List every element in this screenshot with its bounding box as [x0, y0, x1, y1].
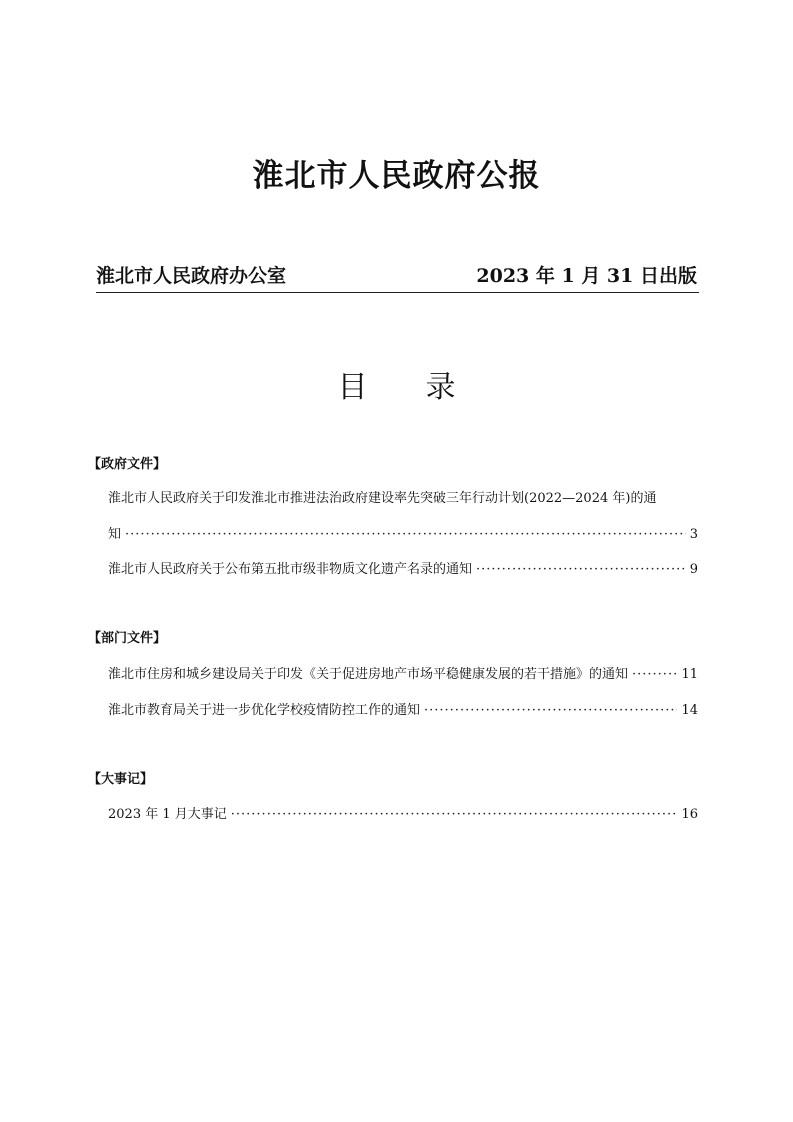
toc-entry-title[interactable]: 淮北市人民政府关于印发淮北市推进法治政府建设率先突破三年行动计划(2022—2024 年)的通: [108, 491, 657, 506]
masthead: [96, 262, 697, 286]
toc-entry[interactable]: [108, 526, 698, 544]
publish-date: 2023 年 1 月 31 日出版: [476, 264, 697, 287]
publisher: 淮北市人民政府办公室: [96, 264, 287, 287]
leader-dots: [424, 702, 677, 720]
section-label-department-documents: 【部门文件】: [88, 631, 167, 646]
toc-entry[interactable]: [108, 702, 698, 720]
section-label-government-documents: 【政府文件】: [88, 457, 167, 472]
bulletin-title: 淮北市人民政府公报: [252, 158, 541, 194]
toc-heading-right: 录: [425, 370, 456, 405]
masthead-divider: [96, 292, 699, 293]
toc-entry-title: 淮北市人民政府关于公布第五批市级非物质文化遗产名录的通知: [108, 562, 473, 577]
toc-entry-title-continued: 知: [108, 527, 122, 542]
toc-entry-title: 淮北市住房和城乡建设局关于印发《关于促进房地产市场平稳健康发展的若干措施》的通知: [108, 667, 629, 682]
toc-heading-left: 目: [337, 370, 368, 405]
page-number: 9: [689, 562, 698, 577]
leader-dots: [632, 666, 677, 684]
toc-heading: [0, 368, 793, 408]
section-label-major-events: 【大事记】: [88, 772, 154, 787]
toc-entry-title: 2023 年 1 月大事记: [108, 807, 227, 822]
toc-entry[interactable]: [108, 666, 698, 684]
page-number: 11: [681, 667, 698, 682]
leader-dots: [476, 561, 686, 579]
leader-dots: [125, 526, 686, 544]
leader-dots: [231, 806, 678, 824]
page-number: 14: [681, 703, 698, 718]
page-number: 3: [689, 527, 698, 542]
toc-entry-title: 淮北市教育局关于进一步优化学校疫情防控工作的通知: [108, 703, 421, 718]
page-number: 16: [681, 807, 698, 822]
toc-entry[interactable]: [108, 561, 698, 579]
toc-entry[interactable]: [108, 806, 698, 824]
